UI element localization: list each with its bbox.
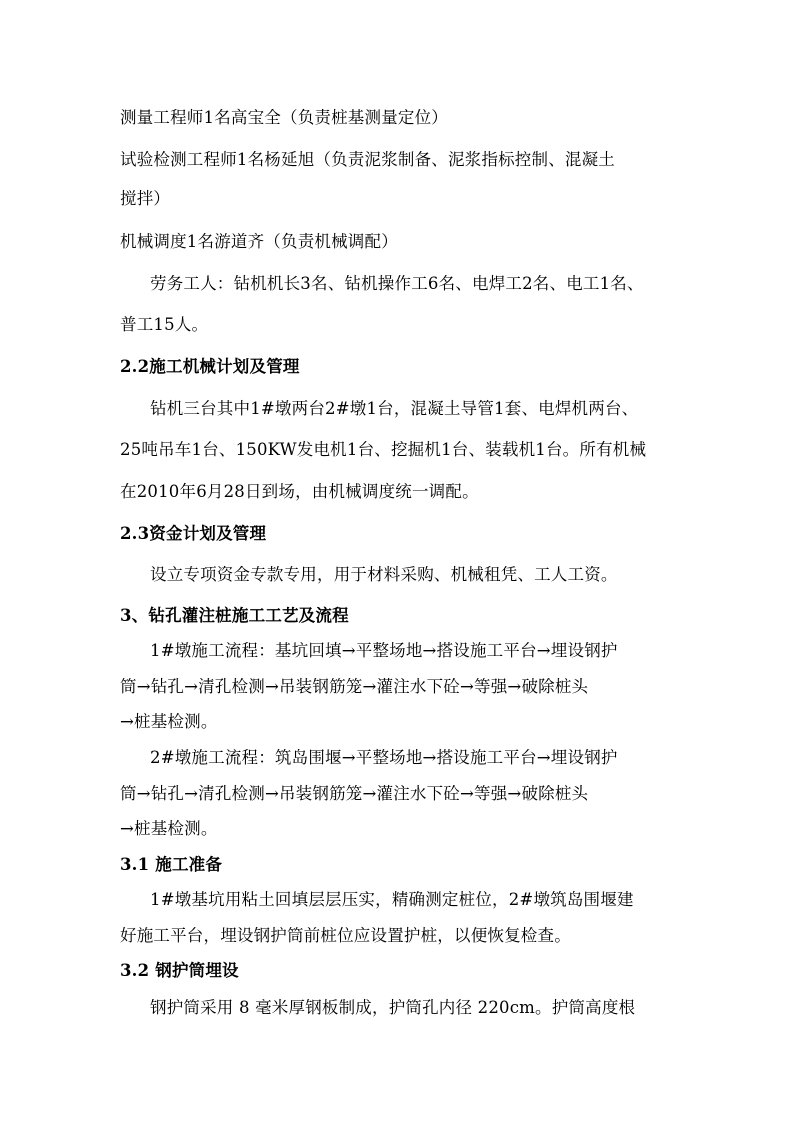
paragraph-line: 试验检测工程师1名杨延旭（负责泥浆制备、泥浆指标控制、混凝土 [120,150,615,169]
paragraph-line: 筒→钻孔→清孔检测→吊装钢筋笼→灌注水下砼→等强→破除桩头 [120,784,589,803]
paragraph-line: 设立专项资金专款专用，用于材料采购、机械租凭、工人工资。 [150,565,618,584]
paragraph-line: 测量工程师1名高宝全（负责桩基测量定位） [120,108,448,127]
paragraph-line: 2#墩施工流程：筑岛围堰→平整场地→搭设施工平台→埋设钢护 [150,748,618,767]
paragraph-line: 机械调度1名游道齐（负责机械调配） [120,232,398,251]
section-heading: 2.2施工机械计划及管理 [120,357,300,376]
paragraph-line: 1#墩施工流程：基坑回填→平整场地→搭设施工平台→埋设钢护 [150,641,618,660]
paragraph-line: 在2010年6月28日到场，由机械调度统一调配。 [120,482,479,501]
paragraph-line: →桩基检测。 [120,819,218,838]
section-heading: 2.3资金计划及管理 [120,524,267,543]
paragraph-line: 25吨吊车1台、150KW发电机1台、挖掘机1台、装载机1台。所有机械 [120,440,647,459]
paragraph-line: 筒→钻孔→清孔检测→吊装钢筋笼→灌注水下砼→等强→破除桩头 [120,677,589,696]
paragraph-line: →桩基检测。 [120,712,218,731]
section-heading: 3、钻孔灌注桩施工工艺及流程 [120,606,349,625]
paragraph-line: 钻机三台其中1#墩两台2#墩1台，混凝土导管1套、电焊机两台、 [150,399,639,418]
paragraph-line: 普工15人。 [120,315,209,334]
paragraph-line: 1#墩基坑用粘土回填层层压实，精确测定桩位，2#墩筑岛围堰建 [150,890,634,909]
paragraph-line: 好施工平台，埋设钢护筒前桩位应设置护桩，以便恢复检查。 [120,926,571,945]
paragraph-line: 钢护筒采用 8 毫米厚钢板制成，护筒孔内径 220cm。护筒高度根 [150,998,636,1017]
paragraph-line: 劳务工人：钻机机长3名、钻机操作工6名、电焊工2名、电工1名、 [150,274,644,293]
paragraph-line: 搅拌） [120,189,171,208]
section-heading: 3.1 施工准备 [120,855,223,874]
section-heading: 3.2 钢护筒埋设 [120,961,239,980]
